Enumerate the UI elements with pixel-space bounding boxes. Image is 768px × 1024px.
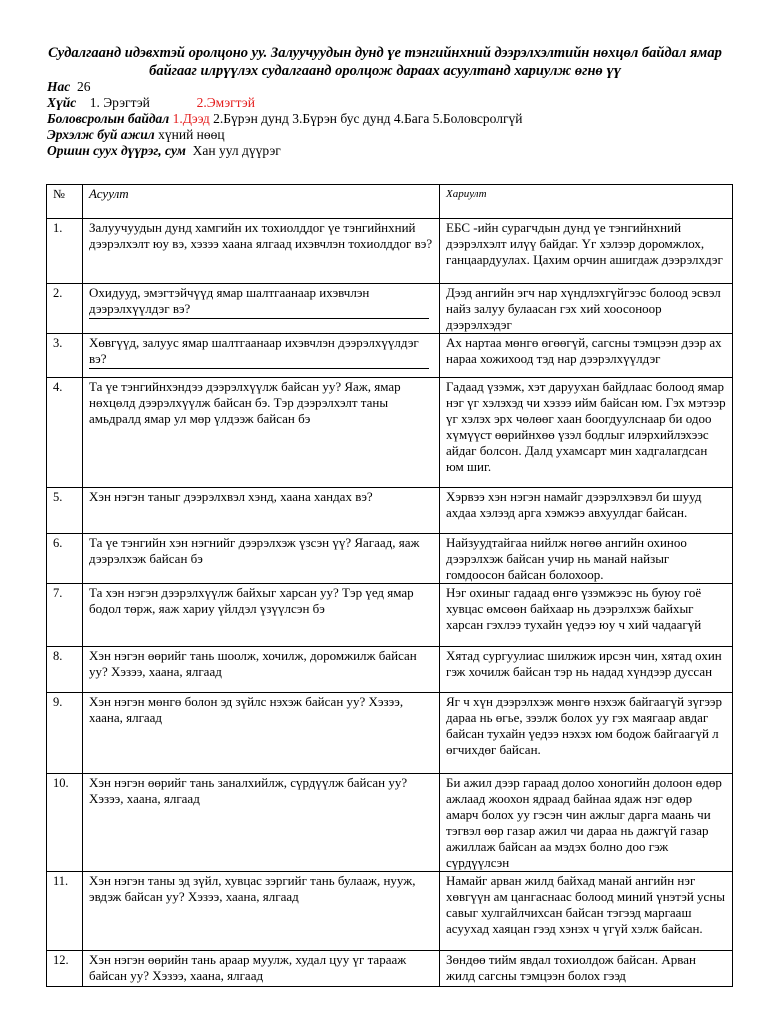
row-number: 10.: [47, 774, 83, 872]
district-value: Хан уул дүүрэг: [192, 143, 281, 158]
row-number: 5.: [47, 488, 83, 534]
question-text: Хөвгүүд, залуус ямар шалтгаанаар ихэвчлэн дээрэлхүүлдэг вэ?: [89, 335, 419, 366]
table-row: [47, 488, 733, 534]
question-cell: [83, 334, 440, 378]
table-row: [47, 584, 733, 647]
header-answer: Хариулт: [440, 185, 733, 219]
question-cell: Хэн нэгэн өөрийн тань араар муулж, худал цуу үг тарааж байсан уу? Хэзээ, хаана, ялгаад: [83, 951, 440, 987]
header-question: Асуулт: [83, 185, 440, 219]
job-line: [47, 127, 225, 143]
table-row: [47, 647, 733, 693]
row-number: 7.: [47, 584, 83, 647]
district-line: [47, 143, 281, 159]
question-text: Охидууд, эмэгтэйчүүд ямар шалтгаанаар ихэвчлэн дээрэлхүүлдэг вэ?: [89, 285, 370, 316]
gender-option-male: 1. Эрэгтэй: [89, 95, 150, 110]
table-row: [47, 219, 733, 284]
gender-line: [47, 95, 255, 111]
education-options: 2.Бүрэн дунд 3.Бүрэн бус дунд 4.Бага 5.Боловсролгүй: [213, 111, 523, 126]
question-cell: Та үе тэнгийн хэн нэгнийг дээрэлхэж үзсэн үү? Яагаад, яаж дээрэлхэж байсан бэ: [83, 534, 440, 584]
row-number: 4.: [47, 378, 83, 488]
answer-underline: [89, 368, 429, 369]
gender-option-female-selected: 2.Эмэгтэй: [196, 95, 255, 110]
survey-table: [46, 184, 733, 987]
page-title: Судалгаанд идэвхтэй оролцоно уу. Залуучуудын дунд үе тэнгийнхний дээрэлхэлтийн нөхцөл байдал ямар байгааг илрүүлэх судалгаанд оролцож дараах асуултанд хариулж өгнө үү: [48, 45, 722, 79]
table-row: [47, 693, 733, 774]
table-row: [47, 872, 733, 951]
question-cell: [83, 284, 440, 334]
question-cell: Хэн нэгэн мөнгө болон эд зүйлс нэхэж байсан уу? Хэзээ, хаана, ялгаад: [83, 693, 440, 774]
question-cell: Та үе тэнгийнхэндээ дээрэлхүүлж байсан уу? Яаж, ямар нөхцөлд дээрэлхүүлж байсан бэ. Тэр дээрэлхэлт таны амьдралд ямар ул мөр үлдээж байсан бэ: [83, 378, 440, 488]
answer-cell: Найзуудтайгаа нийлж нөгөө ангийн охиноо дээрэлхэж байсан учир нь манай найзыг гомдоосон байсан болохоор.: [440, 534, 733, 584]
table-row: [47, 378, 733, 488]
answer-cell: Хятад сургуулиас шилжиж ирсэн чин, хятад охин гэж хочилж байсан тэр нь надад хүндээр дуссан: [440, 647, 733, 693]
row-number: 2.: [47, 284, 83, 334]
education-label: Боловсролын байдал: [47, 111, 170, 126]
table-row: [47, 774, 733, 872]
answer-cell: Нэг охиныг гадаад өнгө үзэмжээс нь буюу гоё хувцас өмсөөн байхаар нь дээрэлхэж байхыг харсан гэхлээ тухайн үедээ юу ч хий чадаагүй: [440, 584, 733, 647]
row-number: 11.: [47, 872, 83, 951]
gender-label: Хүйс: [47, 95, 77, 110]
answer-cell: Намайг арван жилд байхад манай ангийн нэг хөвгүүн ам цангаснаас болоод миний үнэтэй усны савыг хулгайлчихсан байсан тэгээд маргааш асуухад хаяцан гээд хэнэх ч үгүй хэлж байсан.: [440, 872, 733, 951]
row-number: 3.: [47, 334, 83, 378]
question-cell: Хэн нэгэн таны эд зүйл, хувцас зэргийг тань булааж, нууж, эвдэж байсан уу? Хэзээ, хаана, ялгаад: [83, 872, 440, 951]
header-num: №: [47, 185, 83, 219]
district-label: Оршин суух дүүрэг, сум: [47, 143, 186, 158]
education-line: [47, 111, 523, 127]
answer-cell: Яг ч хүн дээрэлхэж мөнгө нэхэж байгаагүй зүгээр дараа нь өгье, зээлж болох уу гэх маягаар авдаг байсан тухайн үедээ нэхэх юм бодож байгаагүй л өгчихдөг байсан.: [440, 693, 733, 774]
question-cell: Та хэн нэгэн дээрэлхүүлж байхыг харсан уу? Тэр үед ямар бодол төрж, яаж хариу үйлдэл үзүүлсэн бэ: [83, 584, 440, 647]
question-cell: Залуучуудын дунд хамгийн их тохиолддог үе тэнгийнхний дээрэлхэлт юу вэ, хэзээ хаана ялгаад ихэвчлэн тохиолддог вэ?: [83, 219, 440, 284]
table-row: [47, 334, 733, 378]
answer-cell: ЕБС -ийн сурагчдын дунд үе тэнгийнхний дээрэлхэлт илүү байдаг. Үг хэлээр доромжлох, ганцаардуулах. Цахим орчин ашигдаж дээрэлхдэг: [440, 219, 733, 284]
answer-cell: Дээд ангийн эгч нар хүндлэхгүйгээс болоод эсвэл найз залуу булаасан гэх хий хоосоноор дээрэлхэдэг: [440, 284, 733, 334]
question-cell: Хэн нэгэн өөрийг тань шоолж, хочилж, доромжилж байсан уу? Хэзээ, хаана, ялгаад: [83, 647, 440, 693]
table-row: [47, 284, 733, 334]
answer-cell: Би ажил дээр гараад долоо хоногийн долоон өдөр ажлаад жоохон ядраад байнаа ядаж нэг өдөр амарч болох уу гэсэн чин ажлыг дарга маань чи тэгвэл өөр газар ажил чи дараа нь дажгүй газар ажиллаж байсан аа мэдэх болно доо гэж сүрдүүлсэн: [440, 774, 733, 872]
answer-cell: Гадаад үзэмж, хэт даруухан байдлаас болоод ямар нэг үг хэлэхэд чи хэзээ ийм байсан юм. Гэх мэтээр үг хэлэх эрх чөлөөг хаан боогдуулснаар би одоо хүмүүст өөрийнхөө үзэл бодлыг илэрхийлэхээс айдаг болсон. Далд ухамсарт мин хадгалагдсан юм шиг.: [440, 378, 733, 488]
question-cell: Хэн нэгэн таныг дээрэлхвэл хэнд, хаана хандах вэ?: [83, 488, 440, 534]
answer-cell: Зөндөө тийм явдал тохиолдож байсан. Арван жилд сагсны тэмцээн болох гээд: [440, 951, 733, 987]
answer-cell: Хэрвээ хэн нэгэн намайг дээрэлхэвэл би шууд ахдаа хэлээд арга хэмжээ авхуулдаг байсан.: [440, 488, 733, 534]
job-value: хүний нөөц: [158, 127, 225, 142]
table-row: [47, 951, 733, 987]
question-cell: Хэн нэгэн өөрийг тань заналхийлж, сүрдүүлж байсан уу? Хэзээ, хаана, ялгаад: [83, 774, 440, 872]
answer-underline: [89, 318, 429, 319]
row-number: 12.: [47, 951, 83, 987]
education-selected: 1.Дээд: [172, 111, 210, 126]
age-label: Нас: [47, 79, 71, 94]
row-number: 9.: [47, 693, 83, 774]
row-number: 1.: [47, 219, 83, 284]
job-label: Эрхэлж буй ажил: [47, 127, 155, 142]
row-number: 6.: [47, 534, 83, 584]
age-line: [47, 79, 91, 95]
answer-cell: Ах нартаа мөнгө өгөөгүй, сагсны тэмцээн дээр ах нараа хожихоод тэд нар дээрэлхүүлдэг: [440, 334, 733, 378]
table-row: [47, 534, 733, 584]
row-number: 8.: [47, 647, 83, 693]
age-value: 26: [77, 79, 91, 94]
table-header-row: [47, 185, 733, 219]
